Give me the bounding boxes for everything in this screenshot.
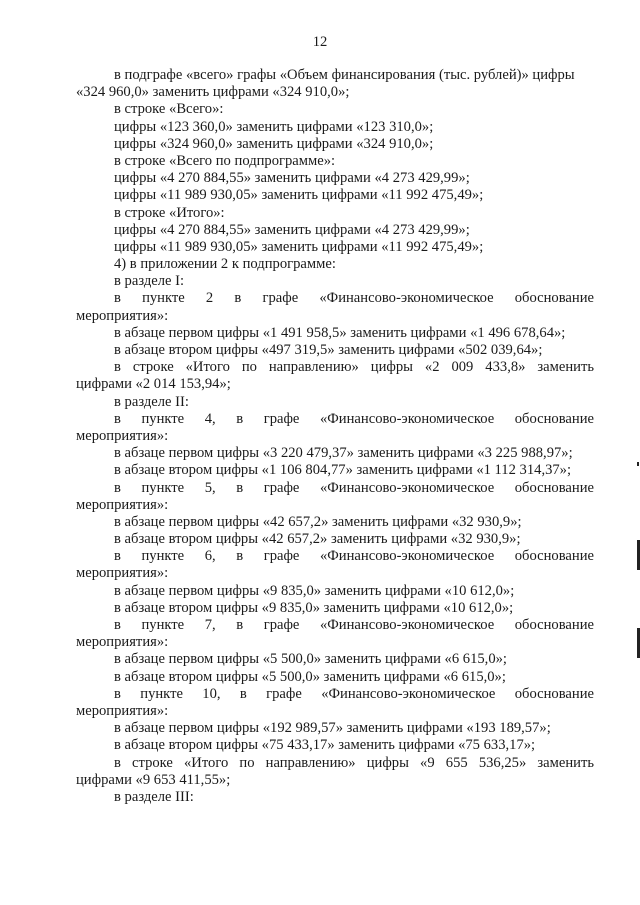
text-line: в пункте 10, в графе «Финансово-экономическое обоснование [114, 685, 594, 702]
text-line: мероприятия»: [76, 307, 169, 324]
text-line: цифры «11 989 930,05» заменить цифрами «11 992 475,49»; [114, 187, 484, 204]
text-line: в абзаце первом цифры «5 500,0» заменить цифрами «6 615,0»; [114, 651, 507, 668]
text-line: в абзаце втором цифры «42 657,2» заменить цифрами «32 930,9»; [114, 531, 521, 548]
text-line: мероприятия»: [76, 565, 169, 582]
text-line: мероприятия»: [76, 702, 169, 719]
document-body [76, 67, 594, 806]
text-line: в строке «Итого по направлению» цифры «2 009 433,8» заменить [114, 359, 594, 376]
text-line: цифры «11 989 930,05» заменить цифрами «11 992 475,49»; [114, 238, 484, 255]
text-line: цифры «123 360,0» заменить цифрами «123 310,0»; [114, 118, 434, 135]
text-line: в строке «Итого по направлению» цифры «9 655 536,25» заменить [114, 754, 594, 771]
text-line: цифрами «2 014 153,94»; [76, 376, 231, 393]
text-line: цифры «4 270 884,55» заменить цифрами «4 273 429,99»; [114, 221, 470, 238]
text-line: в пункте 7, в графе «Финансово-экономическое обоснование [114, 617, 594, 633]
text-line: в строке «Всего»: [114, 101, 224, 118]
scan-edge-mark [637, 462, 639, 466]
text-line: цифрами «9 653 411,55»; [76, 771, 231, 788]
text-line: в разделе I: [114, 273, 185, 290]
text-line: в абзаце первом цифры «42 657,2» заменить цифрами «32 930,9»; [114, 513, 522, 530]
text-line: в абзаце втором цифры «9 835,0» заменить цифрами «10 612,0»; [114, 599, 514, 616]
text-line: цифры «4 270 884,55» заменить цифрами «4 273 429,99»; [114, 170, 470, 187]
text-line: в абзаце втором цифры «1 106 804,77» заменить цифрами «1 112 314,37»; [114, 462, 572, 479]
text-line: в абзаце первом цифры «3 220 479,37» заменить цифрами «3 225 988,97»; [114, 445, 573, 462]
text-line: мероприятия»: [76, 427, 169, 444]
text-line: мероприятия»: [76, 496, 169, 513]
text-line: в строке «Итого»: [114, 204, 225, 221]
text-line: мероприятия»: [76, 634, 169, 651]
text-line: цифры «324 960,0» заменить цифрами «324 910,0»; [114, 135, 434, 152]
text-line: в строке «Всего по подпрограмме»: [114, 152, 336, 169]
text-line: в разделе II: [114, 393, 189, 410]
text-line: в абзаце втором цифры «497 319,5» заменить цифрами «502 039,64»; [114, 342, 543, 358]
text-line: «324 960,0» заменить цифрами «324 910,0»; [76, 84, 350, 101]
text-line: в пункте 4, в графе «Финансово-экономическое обоснование [114, 410, 594, 427]
text-line: в разделе III: [114, 788, 194, 805]
text-line: в абзаце первом цифры «1 491 958,5» заменить цифрами «1 496 678,64»; [114, 324, 566, 341]
text-line: в пункте 5, в графе «Финансово-экономическое обоснование [114, 479, 594, 496]
text-line: в пункте 2 в графе «Финансово-экономическое обоснование [114, 290, 594, 307]
text-line: в абзаце втором цифры «5 500,0» заменить цифрами «6 615,0»; [114, 668, 506, 685]
text-line: в пункте 6, в графе «Финансово-экономическое обоснование [114, 548, 594, 565]
page-number: 12 [312, 34, 328, 50]
text-line: в абзаце втором цифры «75 433,17» заменить цифрами «75 633,17»; [114, 737, 536, 754]
text-line: в подграфе «всего» графы «Объем финансирования (тыс. рублей)» цифры [114, 67, 575, 83]
text-line: в абзаце первом цифры «192 989,57» заменить цифрами «193 189,57»; [114, 720, 551, 737]
text-line: в абзаце первом цифры «9 835,0» заменить цифрами «10 612,0»; [114, 582, 515, 599]
text-line: 4) в приложении 2 к подпрограмме: [114, 256, 336, 273]
